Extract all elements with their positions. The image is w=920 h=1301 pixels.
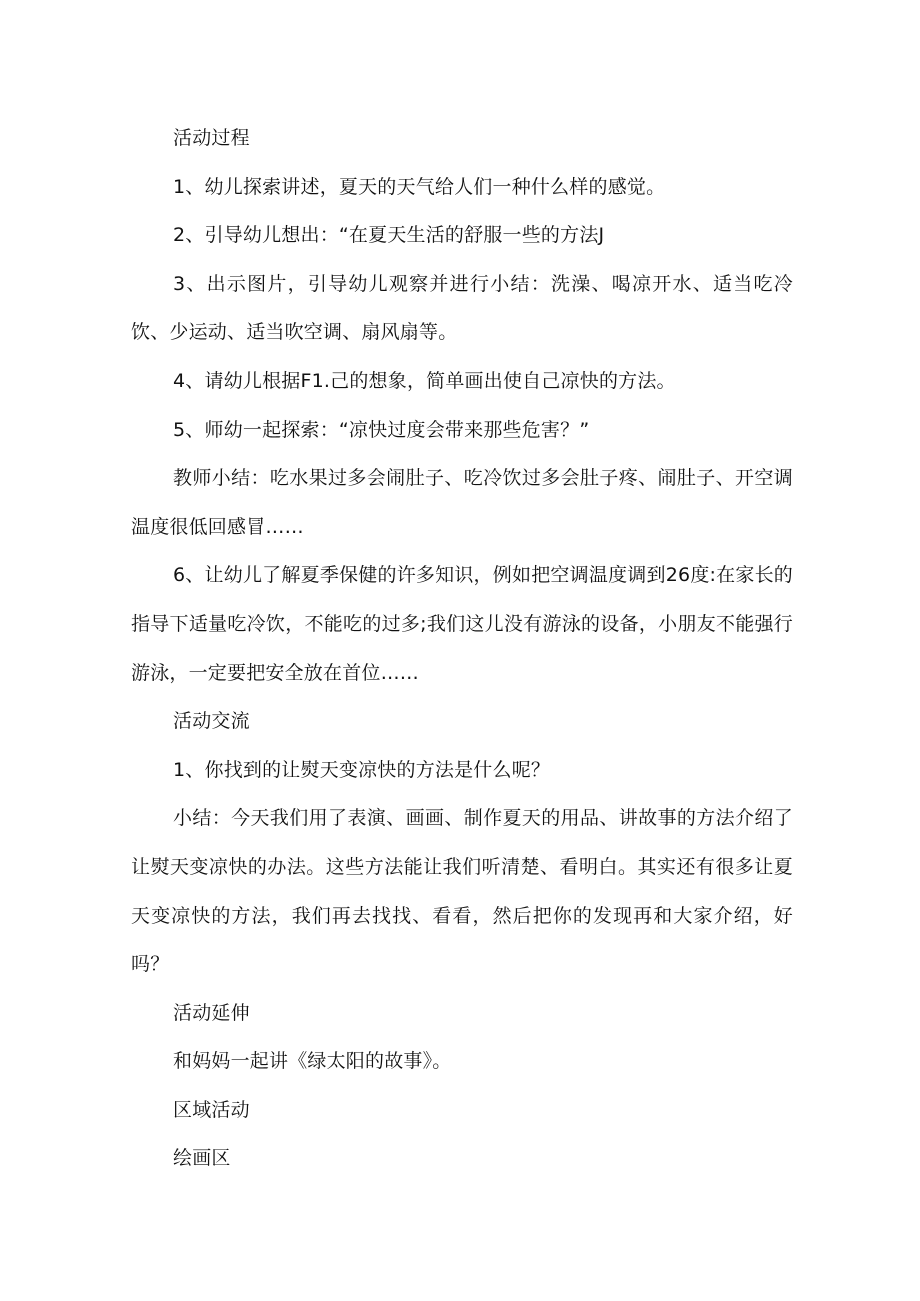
paragraph-question-1: 1、你找到的让熨天变凉快的方法是什么呢？	[173, 758, 551, 781]
section-heading-drawing-area: 绘画区	[173, 1147, 231, 1170]
paragraph-summary: 小结：今天我们用了表演、画画、制作夏天的用品、讲故事的方法介绍了让熨天变凉快的办法。这些方法能让我们听清楚、看明白。其实还有很多让夏天变凉快的方法，我们再去找找、看看，然后把你的发现再和大家介绍，好吗？	[131, 807, 793, 976]
paragraph-step-2: 2、引导幼儿想出：“在夏天生活的舒服一些的方法J	[173, 224, 605, 247]
paragraph-step-6: 6、让幼儿了解夏季保健的许多知识，例如把空调温度调到26度:在家长的指导下适量吃冷饮，不能吃的过多;我们这儿没有游泳的设备，小朋友不能强行游泳，一定要把安全放在首位……	[131, 564, 793, 684]
paragraph-step-5: 5、师幼一起探索：“凉快过度会带来那些危害？”	[173, 418, 590, 441]
section-heading-area-activity: 区域活动	[173, 1098, 250, 1121]
section-heading-activity-extension: 活动延伸	[173, 1001, 250, 1024]
paragraph-step-4: 4、请幼儿根据F1.己的想象，简单画出使自己凉快的方法。	[173, 369, 676, 392]
section-heading-activity-exchange: 活动交流	[173, 710, 250, 733]
paragraph-teacher-summary: 教师小结：吃水果过多会闹肚子、吃冷饮过多会肚子疼、闹肚子、开空调温度很低回感冒……	[131, 467, 793, 538]
paragraph-step-3: 3、出示图片，引导幼儿观察并进行小结：洗澡、喝凉开水、适当吃冷饮、少运动、适当吹空调、扇风扇等。	[131, 272, 793, 344]
section-heading-activity-process: 活动过程	[173, 127, 250, 149]
paragraph-extension: 和妈妈一起讲《绿太阳的故事》。	[173, 1050, 452, 1073]
paragraph-step-1: 1、幼儿探索讲述，夏天的天气给人们一种什么样的感觉。	[173, 175, 666, 198]
document-body	[131, 114, 793, 1183]
